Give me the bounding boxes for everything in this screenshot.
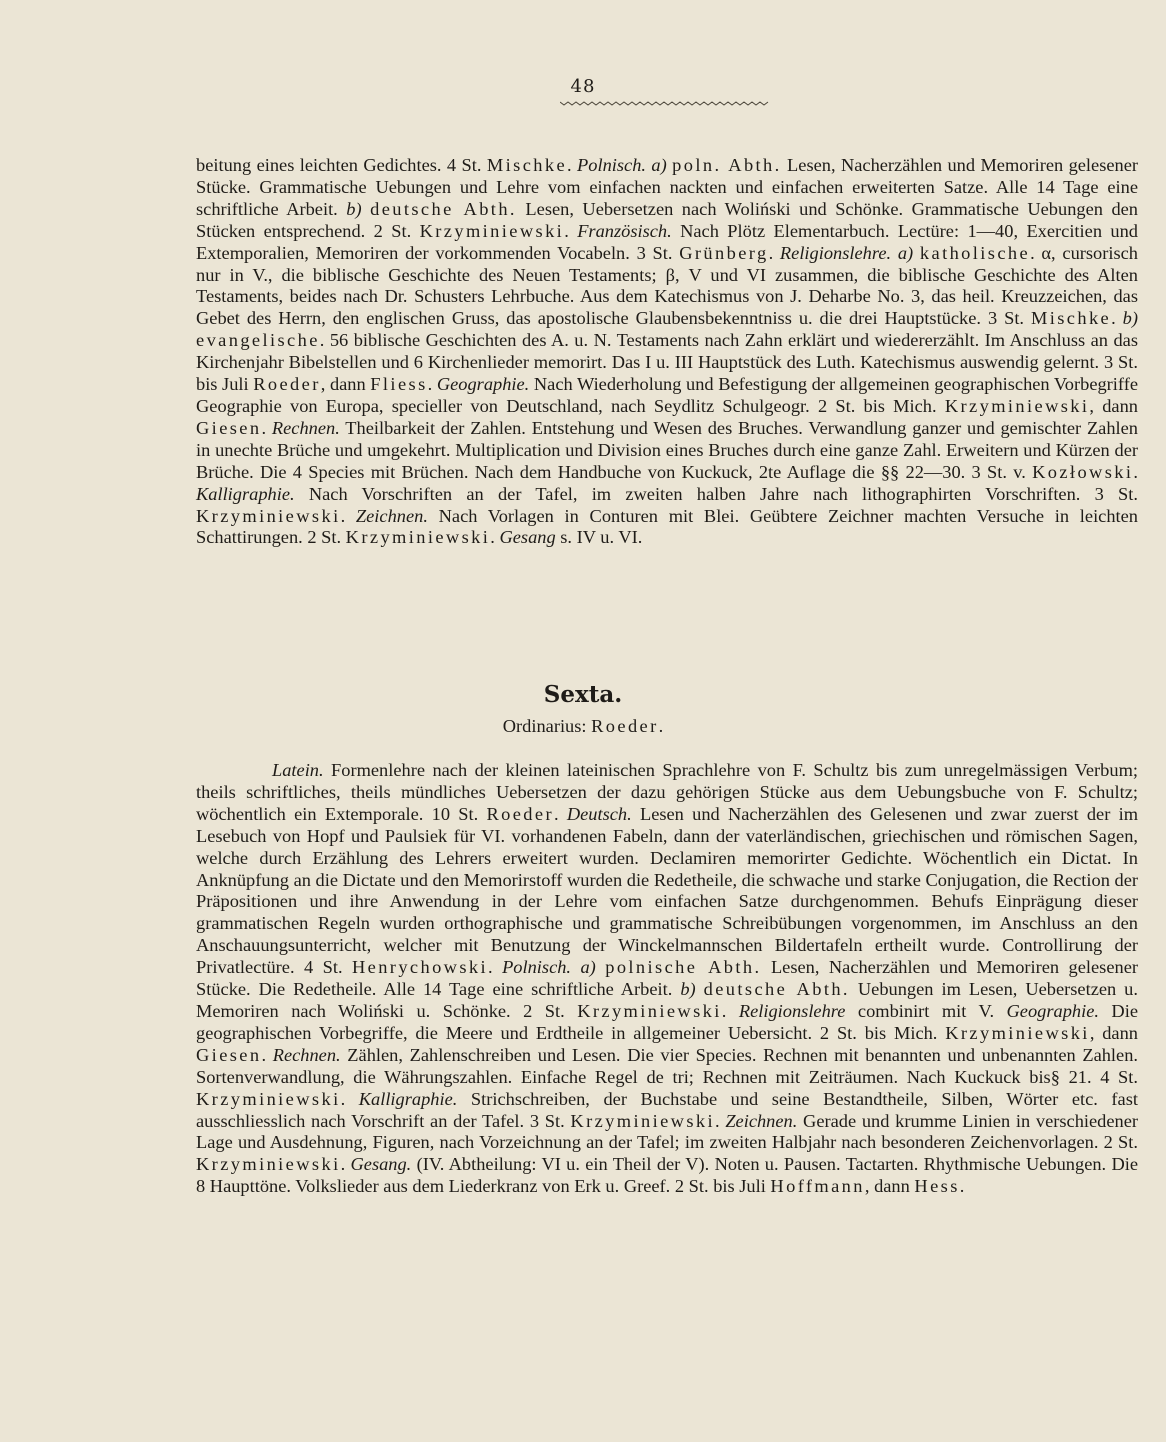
text-run: . (340, 505, 356, 526)
text-run: . (959, 1176, 965, 1197)
text-run: . (564, 220, 578, 241)
teacher-name: Mischke (486, 155, 568, 175)
text-run: . (1111, 308, 1123, 329)
text-run: . (427, 374, 437, 395)
subject-label: Geographie. (436, 374, 530, 395)
subject-label: Polnisch. (577, 155, 646, 175)
subject-label: a) (897, 242, 914, 263)
text-run (696, 979, 704, 999)
text-run: Zählen, Zahlenschreiben und Lesen. Die vier Species. Rechnen mit benannten und unbenannten Zahlen. Sortenverwandlung, die Währungszahlen. Einfache Regel de tri; Rechnen mit Zeiträumen. Nach Kuckuck bis§ 21. 4 St. (196, 1044, 1138, 1087)
subject-label: Kalligraphie. (358, 1088, 458, 1109)
text-run: Strichschreiben, der Buchstabe und seine Bestandtheile, Silben, Wörter etc. fast ausschliesslich nach Vorschrift an der Tafel. 3 St. (196, 1088, 1138, 1131)
teacher-name: Krzyminiewski (196, 505, 341, 526)
sexta-section-text (196, 760, 1138, 1198)
subject-label: Geographie. (1006, 1000, 1099, 1021)
text-run: . (721, 1000, 739, 1021)
teacher-name: evangelische (196, 330, 320, 351)
teacher-name: Krzyminiewski (419, 220, 565, 241)
text-run: Gerade und krumme Linien in verschiedener Lage und Ausdehnung, Figuren, nach Vorzeichnung an der Tafel; im zweiten Halbjahr nach besonderen Zeichenvorlagen. 2 St. (196, 1110, 1139, 1153)
ordinarius-line (0, 716, 1166, 737)
sexta-paragraph (196, 760, 1138, 1198)
page-number: 48 (570, 76, 596, 97)
text-run: beitung eines leichten Gedichtes. 4 St. (196, 155, 487, 175)
text-run: . (714, 1110, 726, 1131)
subject-label: Rechnen. (272, 1044, 341, 1065)
teacher-name: Giesen (196, 417, 262, 438)
subject-label: Zeichnen. (725, 1110, 798, 1131)
text-run (596, 957, 605, 977)
text-run: , dann (320, 374, 371, 395)
teacher-name: Henrychowski (351, 957, 489, 978)
text-run: , dann (1089, 395, 1138, 416)
teacher-name: Krzyminiewski (577, 1000, 722, 1021)
text-run: . (490, 527, 500, 548)
subject-label: a) (651, 155, 667, 175)
ordinarius-end: . (658, 716, 664, 736)
teacher-name: Grünberg (679, 242, 769, 263)
subject-label: Französisch. (577, 220, 672, 241)
text-run: Nach Plötz Elementarbuch. Lectüre: 1—40, Exercitien und Extemporalien, Memoriren der vorkommenden Vocabeln. 3 St. (196, 220, 1138, 263)
teacher-name: Hoffmann (770, 1176, 865, 1197)
text-run: . α, cursorisch nur in V., die biblische Geschichte des Neuen Testaments; β, V und VI zusammen, die biblische Geschichte des Alten Testaments, beides nach Dr. Schusters Lehrbuche. Aus dem Katechismus von J. Deharbe No. 3, das heil. Kreuzzeichen, das Gebet des Herrn, den englischen Gruss, das apostolische Glaubensbekenntniss u. die drei Hauptstücke. 3 St. (196, 242, 1138, 329)
ordinarius-label: Ordinarius: (502, 716, 592, 736)
teacher-name: deutsche Abth. (370, 198, 517, 219)
previous-section-paragraph (196, 155, 1138, 549)
text-run (891, 243, 898, 263)
text-run: Nach Vorschriften an der Tafel, im zweiten halben Jahre nach lithographirten Vorschriften. 3 St. (294, 483, 1138, 504)
teacher-name: Hess (914, 1176, 960, 1197)
text-run: , dann (1089, 1022, 1138, 1043)
ornamental-rule (560, 98, 770, 108)
subject-label: Religionslehre (738, 1000, 846, 1021)
text-run: Lesen und Nacherzählen des Gelesenen und zwar zuerst der im Lesebuch von Hopf und Paulsiek für VI. vorhandenen Fabeln, dann der vaterländischen, griechischen und römischen Sagen, welche durch Erzählung des Lehrers erweitert wurden. Declamiren memorirter Gedichte. Wöchentlich ein Dictat. In Anknüpfung an die Dictate und den Memorirstoff wurden die Redetheile, die schwache und starke Conjugation, die Rection der Präpositionen und ihre Anwendung in der Lehre vom einfachen Satze durchgenommen. Behufs Einprägung dieser grammatischen Regeln wurden orthographische und grammatische Schreibübungen vorgenommen, im Anschluss an den Anschauungsunterricht, welcher mit Benutzung der Winckelmannschen Bildertafeln ertheilt wurde. Controllirung der Privatlectüre. 4 St. (196, 803, 1139, 978)
text-run: . (340, 1088, 359, 1109)
text-run: . (553, 803, 567, 824)
teacher-name: poln. Abth. (672, 155, 782, 175)
text-run (913, 243, 920, 263)
previous-section-text (196, 155, 1138, 549)
text-run: . (768, 242, 780, 263)
teacher-name: katholische (919, 242, 1031, 263)
teacher-name: polnische Abth. (605, 957, 762, 978)
text-run: . 56 biblische Geschichten des A. u. N. Testaments nach Zahn erklärt und wiedererzählt. Im Anschluss an das Kirchenjahr Bibelstellen und 6 Kirchenlieder memorirt. Das I u. III Hauptstück des Luth. Katechismus auswendig gelernt. 3 St. bis Juli (196, 330, 1138, 395)
text-run: s. IV u. VI. (555, 527, 643, 548)
text-run: . (1133, 461, 1138, 482)
teacher-name: deutsche Abth. (703, 979, 850, 1000)
subject-label: a) (580, 957, 596, 978)
teacher-name: Krzyminiewski (345, 527, 491, 548)
teacher-name: Krzyminiewski (945, 1022, 1090, 1043)
subject-label: Kalligraphie. (196, 483, 295, 504)
text-run: Uebungen im Lesen, Uebersetzen u. Memoriren nach Woliński u. Schönke. 2 St. (196, 979, 1138, 1021)
subject-label: Gesang. (350, 1154, 412, 1175)
text-run: Nach Vorlagen in Conturen mit Blei. Geübtere Zeichner machten Versuche in leichten Schattirungen. 2 St. (196, 505, 1139, 548)
teacher-name: Krzyminiewski (570, 1110, 715, 1131)
teacher-name: Krzyminiewski (196, 1154, 341, 1175)
text-run: . (488, 957, 503, 978)
teacher-name: Fliess (370, 374, 428, 395)
section-heading: Sexta. (543, 681, 623, 708)
subject-label: b) (346, 198, 362, 219)
text-run: . (340, 1154, 351, 1175)
teacher-name: Krzyminiewski (196, 1088, 341, 1109)
text-run: Lesen, Nacherzählen und Memoriren gelesener Stücke. Grammatische Uebungen und Lehre vom einfachen nackten und einfachen erweiterten Satze. Alle 14 Tage eine schriftliche Arbeit. (196, 155, 1139, 219)
text-run: , dann (864, 1176, 915, 1197)
teacher-name: Kozłowski (1032, 461, 1134, 482)
text-run: Lesen, Uebersetzen nach Woliński und Schönke. Grammatische Uebungen den Stücken entsprechend. 2 St. (196, 198, 1138, 241)
ordinarius-name: Roeder (591, 716, 659, 736)
teacher-name: Roeder (486, 803, 554, 824)
text-run (362, 199, 371, 219)
teacher-name: Mischke (1030, 308, 1112, 329)
text-run: (IV. Abtheilung: VI u. ein Theil der V). Noten u. Pausen. Tactarten. Rhythmische Uebungen. Die 8 Haupttöne. Volkslieder aus dem Liederkranz von Erk u. Greef. 2 St. bis Juli (196, 1154, 1138, 1197)
subject-label: Polnisch. (502, 957, 572, 978)
text-run: Lesen, Nacherzählen und Memoriren gelesener Stücke. Die Redetheile. Alle 14 Tage eine schriftliche Arbeit. (196, 957, 1138, 1000)
teacher-name: Roeder (253, 374, 321, 395)
subject-label: Rechnen. (271, 417, 340, 438)
text-run: Formenlehre nach der kleinen lateinischen Sprachlehre von F. Schultz bis zum unregelmässigen Verbum; theils schriftliches, theils mündliches Uebersetzen der dazu gehörigen Stücke aus dem Uebungsbuche von F. Schultz; wöchentlich ein Extemporale. 10 St. (196, 760, 1138, 824)
subject-label: Latein. (272, 760, 324, 780)
subject-label: Religionslehre. (779, 242, 892, 263)
text-run: . (261, 417, 272, 438)
subject-label: b) (1122, 308, 1138, 329)
text-run: Nach Wiederholung und Befestigung der allgemeinen geographischen Vorbegriffe Geographie von Europa, specieller von Deutschland, nach Seydlitz Schulgeogr. 2 St. bis Mich. (196, 374, 1138, 416)
teacher-name: Giesen (196, 1044, 262, 1065)
subject-label: Gesang (499, 527, 556, 548)
text-run: combinirt mit V. (845, 1000, 1007, 1021)
text-run: Theilbarkeit der Zahlen. Entstehung und Wesen des Bruches. Verwandlung ganzer und gemischter Zahlen in unechte Brüche und umgekehrt. Multiplication und Division eines Bruches durch eine ganze Zahl. Erweitern und Kürzen der Brüche. Die 4 Species mit Brüchen. Nach dem Handbuche von Kuckuck, 2te Auflage die §§ 22—30. 3 St. v. (196, 417, 1138, 482)
text-run: . (567, 155, 578, 175)
subject-label: Zeichnen. (355, 505, 428, 526)
subject-label: b) (680, 979, 696, 1000)
subject-label: Deutsch. (566, 803, 632, 824)
text-run: Die geographischen Vorbegriffe, die Meere und Erdtheile in allgemeiner Uebersicht. 2 St. bis Mich. (196, 1000, 1138, 1043)
teacher-name: Krzyminiewski (944, 395, 1090, 416)
text-run: . (261, 1044, 273, 1065)
